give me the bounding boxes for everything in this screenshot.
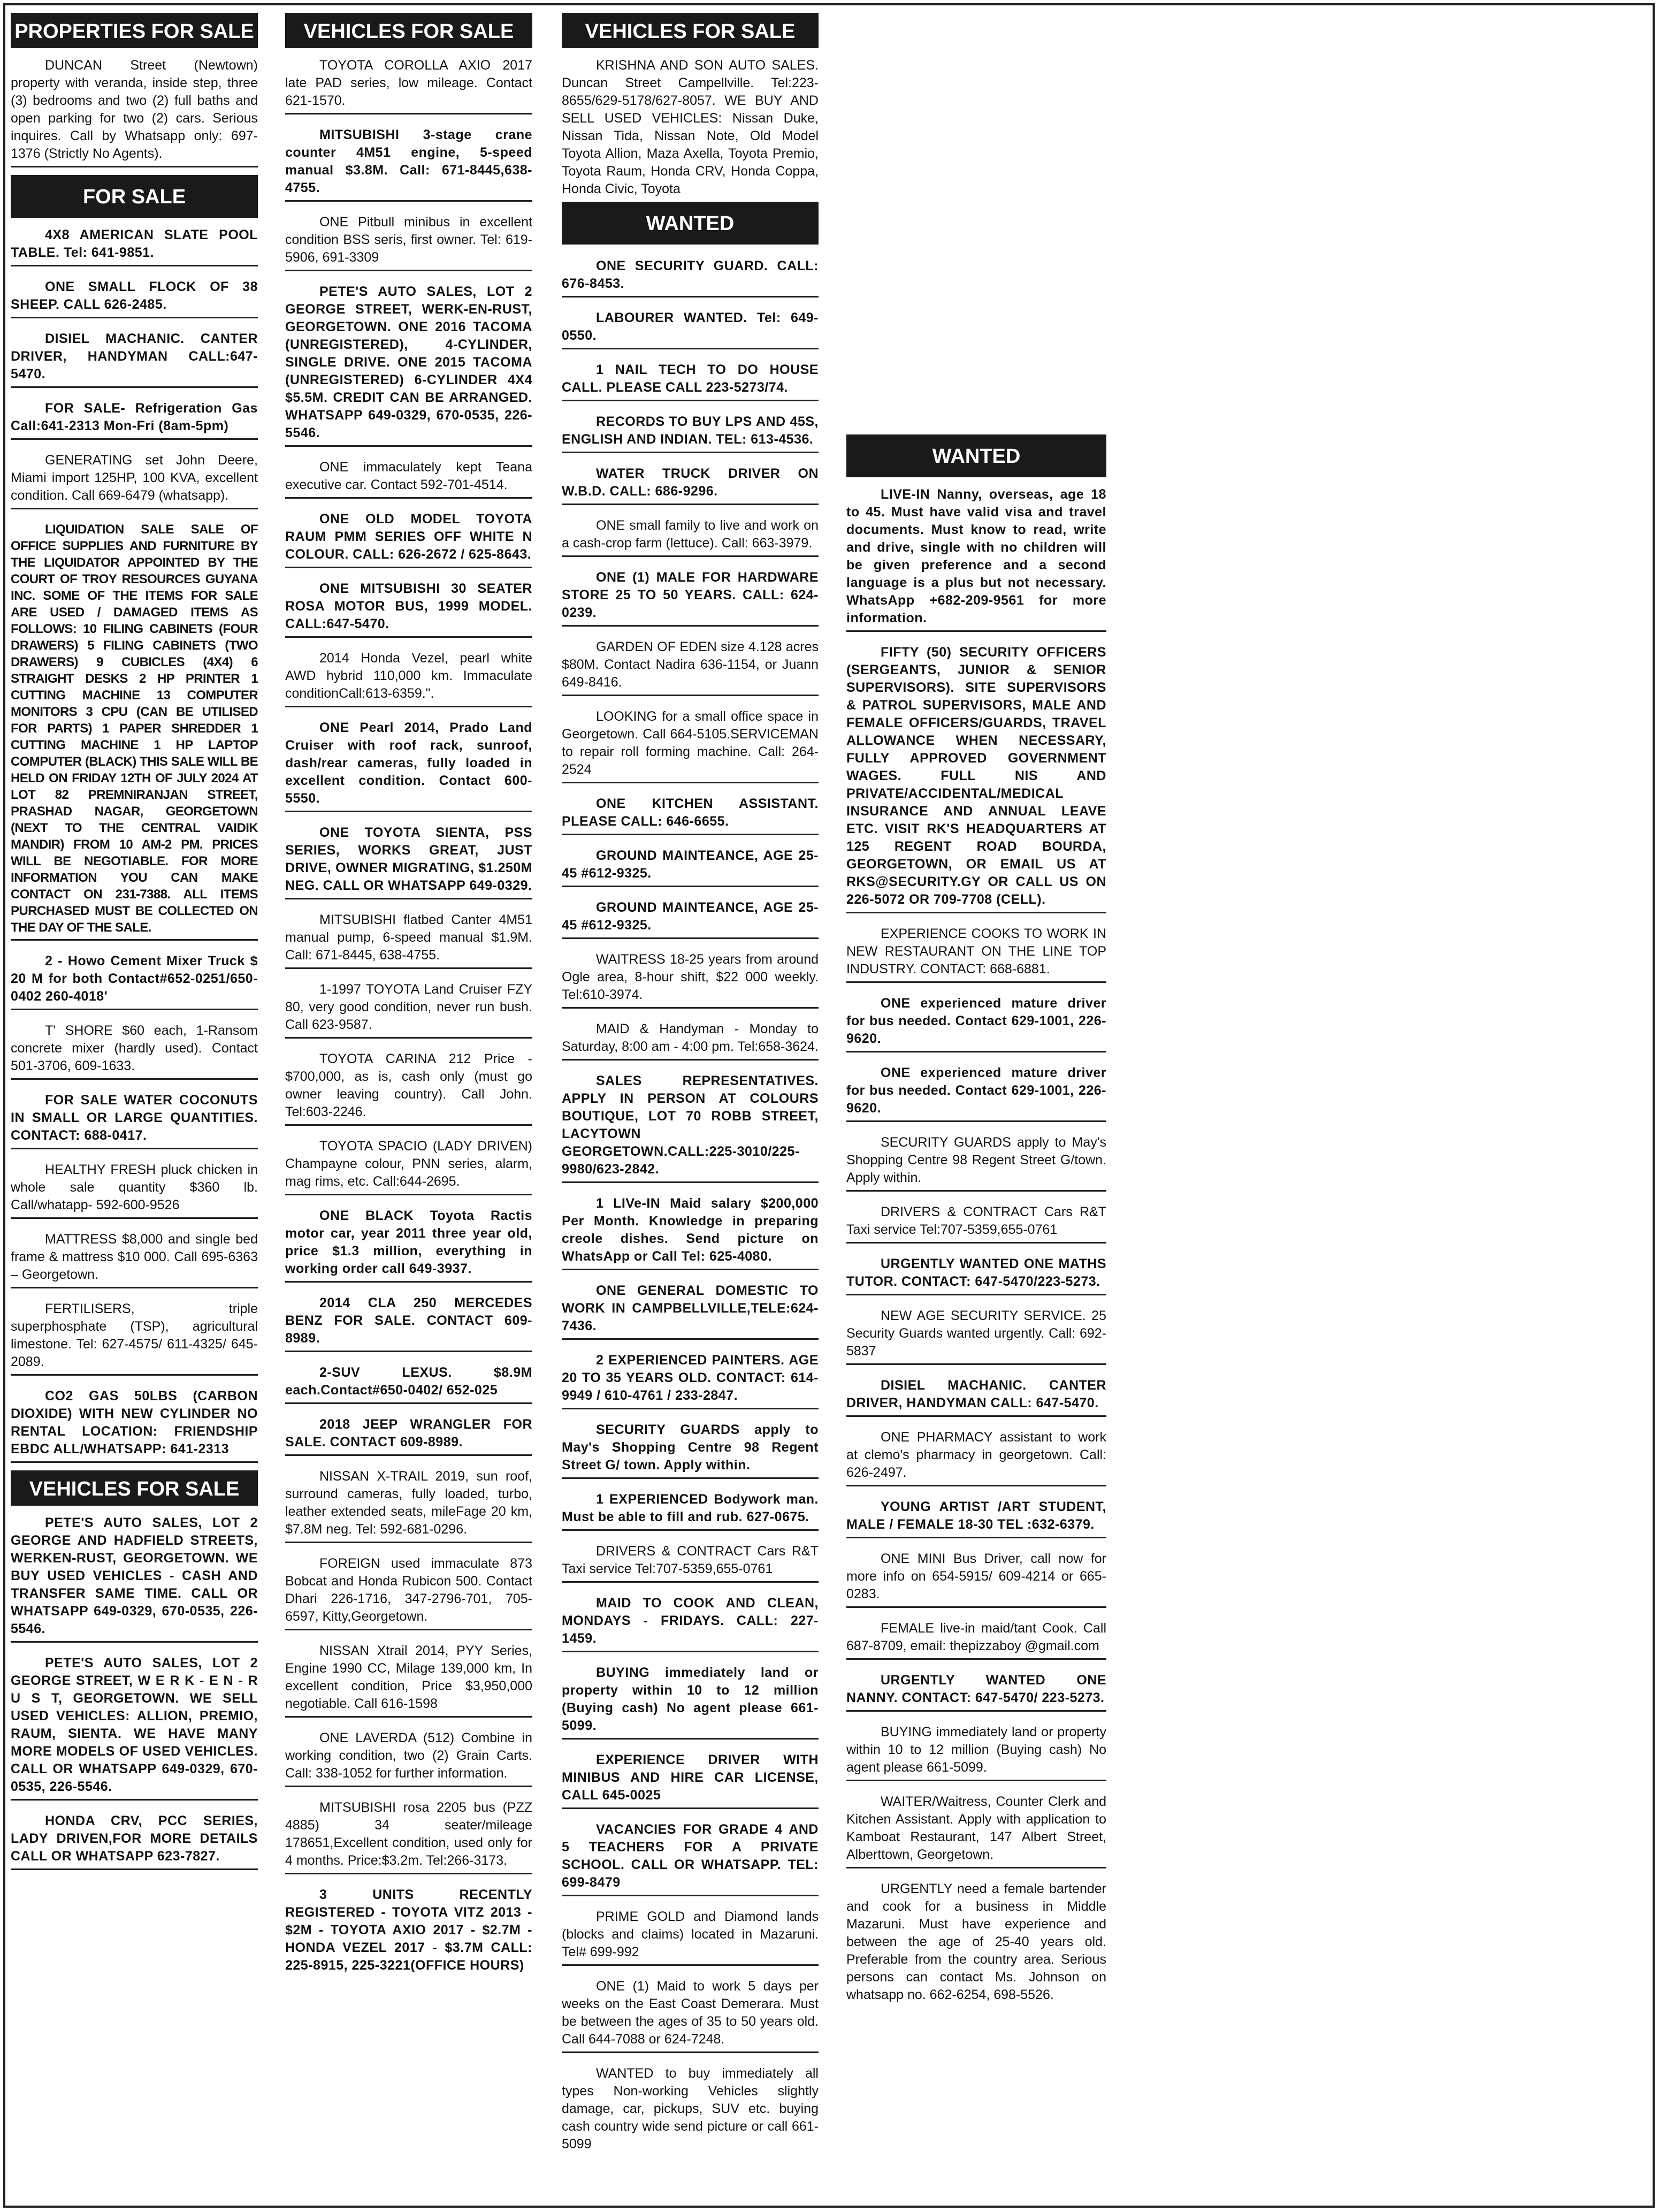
classified-ad: FIFTY (50) SECURITY OFFICERS (SERGEANTS, JUNIOR & SENIOR SUPERVISORS). SITE SUPERVISORS & PATROL SUPERVISORS, MALE AND FEMALE OFFICERS/GUARDS, TRAVEL ALLOWANCE WHEN NECESSARY, FULLY APPROVED GOVERNMENT WAGES. FULL NIS AND PRIVATE/ACCIDENTAL/MEDICAL INSURANCE AND ANNUAL LEAVE ETC. VISIT RK'S HEADQUARTERS AT 125 REGENT ROAD BOURDA, GEORGETOWN, OR EMAIL US AT RKS@SECURITY.GY OR CALL US ON 226-5072 OR 709-7708 (CELL). [846,639,1106,913]
section-header-vehicles-for-sale: VEHICLES FOR SALE [562,13,819,48]
classified-ad: 1 EXPERIENCED Bodywork man. Must be able to fill and rub. 627-0675. [562,1486,819,1531]
classified-ad: URGENTLY WANTED ONE NANNY. CONTACT: 647-5470/ 223-5273. [846,1667,1106,1712]
classified-ad: HONDA CRV, PCC SERIES, LADY DRIVEN,FOR MORE DETAILS CALL OR WHATSAPP 623-7827. [11,1808,258,1870]
classified-ad: WANTED to buy immediately all types Non-working Vehicles slightly damage, car, pickups, SUV etc. buying cash country wide send picture or call 661-5099 [562,2066,819,2152]
classified-ad: MITSUBISHI 3-stage crane counter 4M51 engine, 5-speed manual $3.8M. Call: 671-8445,638-4755. [285,122,532,202]
classified-ad: MITSUBISHI flatbed Canter 4M51 manual pump, 6-speed manual $1.9M. Call: 671-8445, 638-4755. [285,907,532,969]
classified-ad: ONE Pearl 2014, Prado Land Cruiser with roof rack, sunroof, dash/rear cameras, fully loaded in excellent condition. Contact 600-5550. [285,715,532,812]
classified-ad: ONE SECURITY GUARD. CALL: 676-8453. [562,253,819,298]
classified-ad: MATTRESS $8,000 and single bed frame & mattress $10 000. Call 695-6363 – Georgetown. [11,1226,258,1288]
classified-ad: MITSUBISHI rosa 2205 bus (PZZ 4885) 34 seater/mileage 178651,Excellent condition, used only for 4 months. Price:$3.2m. Tel:266-3173. [285,1795,532,1874]
classified-ad: ONE (1) Maid to work 5 days per weeks on the East Coast Demerara. Must be between the ages of 35 to 50 years old. Call 644-7088 or 624-7248. [562,1973,819,2053]
classified-ad: WAITRESS 18-25 years from around Ogle area, 8-hour shift, $22 000 weekly. Tel:610-3974. [562,947,819,1009]
classified-ad: ONE SMALL FLOCK OF 38 SHEEP. CALL 626-2485. [11,274,258,318]
classified-ad: 1 LIVe-IN Maid salary $200,000 Per Month. Knowledge in preparing creole dishes. Send picture on WhatsApp or Call Tel: 625-4080. [562,1191,819,1270]
classified-ad: NISSAN Xtrail 2014, PYY Series, Engine 1990 CC, Milage 139,000 km, In excellent condition, Price $3,950,000 negotiable. Call 616-1598 [285,1638,532,1718]
classified-ad: DUNCAN Street (Newtown) property with veranda, inside step, three (3) bedrooms and two (2) full baths and open parking for two (2) cars. Serious inquires. Call by Whatsapp only: 697-1376 (Strictly No Agents). [11,52,258,167]
classified-ad: SECURITY GUARDS apply to May's Shopping Centre 98 Regent Street G/town. Apply within. [846,1130,1106,1192]
classified-ad: PETE'S AUTO SALES, LOT 2 GEORGE STREET, WERK-EN-RUST, GEORGETOWN. ONE 2016 TACOMA (UNREGISTERED), 4-CYLINDER, SINGLE DRIVE. ONE 2015 TACOMA (UNREGISTERED) 6-CYLINDER 4X4 $5.5M. CREDIT CAN BE ARRANGED. WHATSAPP 649-0329, 670-0535, 226-5546. [285,279,532,447]
classified-ad: EXPERIENCE COOKS TO WORK IN NEW RESTAURANT ON THE LINE TOP INDUSTRY. CONTACT: 668-6881. [846,921,1106,983]
classified-ad: FOR SALE WATER COCONUTS IN SMALL OR LARGE QUANTITIES. CONTACT: 688-0417. [11,1087,258,1149]
classified-ad: LIQUIDATION SALE SALE OF OFFICE SUPPLIES AND FURNITURE BY THE LIQUIDATOR APPOINTED BY THE COURT OF TROY RESOURCES GUYANA INC. SOME OF THE ITEMS FOR SALE ARE USED / DAMAGED ITEMS AS FOLLOWS: 10 FILING CABINETS (FOUR DRAWERS) 5 FILING CABINETS (TWO DRAWERS) 9 CUBICLES (4X4) 6 STRAIGHT DESKS 2 HP PRINTER 1 CUTTING MACHINE 13 COMPUTER MONITORS 3 CPU (CAN BE UTILISED FOR PARTS) 1 PAPER SHREDDER 1 CUTTING MACHINE 1 HP LAPTOP COMPUTER (BLACK) THIS SALE WILL BE HELD ON FRIDAY 12TH OF JULY 2024 AT LOT 82 PREMNIRANJAN STREET, PRASHAD NAGAR, GEORGETOWN (NEXT TO THE CENTRAL VAIDIK MANDIR) FROM 10 AM-2 PM. PRICES WILL BE NEGOTIABLE. FOR MORE INFORMATION YOU CAN MAKE CONTACT ON 231-7388. ALL ITEMS PURCHASED MUST BE COLLECTED ON THE DAY OF THE SALE. [11,517,258,941]
classified-ad: VACANCIES FOR GRADE 4 AND 5 TEACHERS FOR A PRIVATE SCHOOL. CALL OR WHATSAPP. TEL: 699-8479 [562,1817,819,1896]
classified-ad: PETE'S AUTO SALES, LOT 2 GEORGE STREET, W E R K - E N - R U S T, GEORGETOWN. WE SELL USED VEHICLES: ALLION, PREMIO, RAUM, SIENTA. WE HAVE MANY MORE MODELS OF USED VEHICLES. CALL OR WHATSAPP 649-0329, 670-0535, 226-5546. [11,1650,258,1801]
column-wanted [846,434,1106,2200]
classified-ad: 4X8 AMERICAN SLATE POOL TABLE. Tel: 641-9851. [11,222,258,266]
classified-ad: LABOURER WANTED. Tel: 649-0550. [562,305,819,349]
classified-ad: ONE GENERAL DOMESTIC TO WORK IN CAMPBELLVILLE,TELE:624-7436. [562,1278,819,1340]
classified-ad: ONE TOYOTA SIENTA, PSS SERIES, WORKS GREAT, JUST DRIVE, OWNER MIGRATING, $1.250M NEG. CALL OR WHATSAPP 649-0329. [285,820,532,899]
classified-ad: 1-1997 TOYOTA Land Cruiser FZY 80, very good condition, never run bush. Call 623-9587. [285,977,532,1039]
classified-ad: 2014 Honda Vezel, pearl white AWD hybrid 110,000 km. Immaculate conditionCall:613-6359.". [285,645,532,707]
classified-ad: ONE experienced mature driver for bus needed. Contact 629-1001, 226-9620. [846,1060,1106,1122]
classified-ad: LOOKING for a small office space in Georgetown. Call 664-5105.SERVICEMAN to repair roll forming machine. Call: 264-2524 [562,704,819,783]
classified-ad: 2018 JEEP WRANGLER FOR SALE. CONTACT 609-8989. [285,1412,532,1456]
classified-ad: 2-SUV LEXUS. $8.9M each.Contact#650-0402/ 652-025 [285,1360,532,1404]
classified-ad: DRIVERS & CONTRACT Cars R&T Taxi service Tel:707-5359,655-0761 [846,1199,1106,1244]
classified-ad: NISSAN X-TRAIL 2019, sun roof, surround cameras, fully loaded, turbo, leather extended seats, mileFage 20 km, $7.8M neg. Tel: 592-681-0296. [285,1463,532,1543]
classified-ad: ONE LAVERDA (512) Combine in working condition, two (2) Grain Carts. Call: 338-1052 for further information. [285,1725,532,1787]
classified-ad: WAITER/Waitress, Counter Clerk and Kitchen Assistant. Apply with application to Kamboat Restaurant, 147 Albert Street, Alberttown, Georgetown. [846,1789,1106,1868]
classified-ad: FERTILISERS, triple superphosphate (TSP), agricultural limestone. Tel: 627-4575/ 611-4325/ 645-2089. [11,1296,258,1376]
section-header-vehicles-for-sale: VEHICLES FOR SALE [285,13,532,48]
classified-ad: YOUNG ARTIST /ART STUDENT, MALE / FEMALE 18-30 TEL :632-6379. [846,1494,1106,1538]
section-header-vehicles-for-sale: VEHICLES FOR SALE [11,1470,258,1506]
classified-ad: T' SHORE $60 each, 1-Ransom concrete mixer (hardly used). Contact 501-3706, 609-1633. [11,1018,258,1080]
classified-ad: SECURITY GUARDS apply to May's Shopping Centre 98 Regent Street G/ town. Apply within. [562,1417,819,1479]
classified-ad: ONE (1) MALE FOR HARDWARE STORE 25 TO 50 YEARS. CALL: 624-0239. [562,565,819,627]
classified-ad: DISIEL MACHANIC. CANTER DRIVER, HANDYMAN CALL:647-5470. [11,326,258,388]
classified-ad: ONE immaculately kept Teana executive car. Contact 592-701-4514. [285,454,532,499]
classified-ad: GROUND MAINTEANCE, AGE 25-45 #612-9325. [562,843,819,887]
classified-ad: ONE BLACK Toyota Ractis motor car, year 2011 three year old, price $1.3 million, everything in working order call 649-3937. [285,1203,532,1283]
column-vehicles-and-wanted [562,13,819,2201]
classified-ad: TOYOTA CARINA 212 Price - $700,000, as is, cash only (must go owner leaving country). Call John. Tel:603-2246. [285,1046,532,1126]
classified-ad: TOYOTA COROLLA AXIO 2017 late PAD series, low mileage. Contact 621-1570. [285,52,532,115]
classifieds-page [3,3,1655,2208]
classified-ad: ONE experienced mature driver for bus needed. Contact 629-1001, 226-9620. [846,990,1106,1052]
classified-ad: 2 EXPERIENCED PAINTERS. AGE 20 TO 35 YEARS OLD. CONTACT: 614-9949 / 610-4761 / 233-2847. [562,1347,819,1409]
classified-ad: GENERATING set John Deere, Miami import 125HP, 100 KVA, excellent condition. Call 669-6479 (whatsapp). [11,447,258,509]
classified-ad: SALES REPRESENTATIVES. APPLY IN PERSON AT COLOURS BOUTIQUE, LOT 70 ROBB STREET, LACYTOWN GEORGETOWN.CALL:225-3010/225-9980/623-2842. [562,1068,819,1183]
section-header-wanted: WANTED [562,202,819,245]
classified-ad: FOR SALE- Refrigeration Gas Call:641-2313 Mon-Fri (8am-5pm) [11,395,258,440]
classified-ad: ONE small family to live and work on a cash-crop farm (lettuce). Call: 663-3979. [562,513,819,557]
classified-ad: 1 NAIL TECH TO DO HOUSE CALL. PLEASE CALL 223-5273/74. [562,357,819,401]
classified-ad: GARDEN OF EDEN size 4.128 acres $80M. Contact Nadira 636-1154, or Juann 649-8416. [562,634,819,696]
classified-ad: FEMALE live-in maid/tant Cook. Call 687-8709, email: thepizzaboy @gmail.com [846,1615,1106,1660]
classified-ad: DISIEL MACHANIC. CANTER DRIVER, HANDYMAN CALL: 647-5470. [846,1372,1106,1417]
column-vehicles-for-sale [285,13,532,2201]
classified-ad: ONE Pitbull minibus in excellent condition BSS seris, first owner. Tel: 619-5906, 691-3309 [285,209,532,271]
classified-ad: BUYING immediately land or property within 10 to 12 million (Buying cash) No agent please 661-5099. [562,1660,819,1740]
classified-ad: ONE KITCHEN ASSISTANT. PLEASE CALL: 646-6655. [562,791,819,835]
classified-ad: MAID & Handyman - Monday to Saturday, 8:00 am - 4:00 pm. Tel:658-3624. [562,1016,819,1061]
classified-ad: 2 - Howo Cement Mixer Truck $ 20 M for both Contact#652-0251/650-0402 260-4018' [11,948,258,1010]
classified-ad: URGENTLY need a female bartender and cook for a business in Middle Mazaruni. Must have experience and between the age of 25-40 years old. Preferable from the country area. Serious persons can contact Ms. Johnson on whatsapp no. 662-6254, 698-5526. [846,1881,1106,2002]
classified-ad: URGENTLY WANTED ONE MATHS TUTOR. CONTACT: 647-5470/223-5273. [846,1251,1106,1295]
classified-ad: GROUND MAINTEANCE, AGE 25-45 #612-9325. [562,895,819,939]
classified-ad: TOYOTA SPACIO (LADY DRIVEN) Champayne colour, PNN series, alarm, mag rims, etc. Call:644-2695. [285,1133,532,1195]
classified-ad: RECORDS TO BUY LPS AND 45S, ENGLISH AND INDIAN. TEL: 613-4536. [562,409,819,453]
classified-ad: NEW AGE SECURITY SERVICE. 25 Security Guards wanted urgently. Call: 692-5837 [846,1303,1106,1365]
classified-ad: KRISHNA AND SON AUTO SALES. Duncan Street Campellville. Tel:223-8655/629-5178/627-8057. WE BUY AND SELL USED VEHICLES: Nissan Duke, Nissan Tida, Nissan Note, Old Model Toyota Allion, Maza Axella, Toyota Premio, Toyota Raum, Honda CRV, Honda Coppa, Honda Civic, Toyota [562,58,819,196]
classified-ad: LIVE-IN Nanny, overseas, age 18 to 45. Must have valid visa and travel documents. Must know to read, write and drive, single with no children will be given preference and a second language is a plus but not necessary. WhatsApp +682-209-9561 for more information. [846,482,1106,632]
section-header-properties-for-sale: PROPERTIES FOR SALE [11,13,258,48]
column-properties-for-sale [11,13,258,2201]
classified-ad: ONE PHARMACY assistant to work at clemo's pharmacy in georgetown. Call: 626-2497. [846,1424,1106,1486]
classified-ad: WATER TRUCK DRIVER ON W.B.D. CALL: 686-9296. [562,461,819,505]
classified-ad: PETE'S AUTO SALES, LOT 2 GEORGE AND HADFIELD STREETS, WERKEN-RUST, GEORGETOWN. WE BUY USED VEHICLES - CASH AND TRANSFER SAME TIME. CALL OR WHATSAPP 649-0329, 670-0535, 226-5546. [11,1510,258,1643]
classified-ad: ONE MITSUBISHI 30 SEATER ROSA MOTOR BUS, 1999 MODEL. CALL:647-5470. [285,576,532,638]
classified-ad: ONE MINI Bus Driver, call now for more info on 654-5915/ 609-4214 or 665-0283. [846,1546,1106,1608]
classified-ad: HEALTHY FRESH pluck chicken in whole sale quantity $360 lb. Call/whatapp- 592-600-9526 [11,1157,258,1219]
classified-ad: MAID TO COOK AND CLEAN, MONDAYS - FRIDAYS. CALL: 227-1459. [562,1590,819,1652]
section-header-for-sale: FOR SALE [11,175,258,218]
classified-ad: 2014 CLA 250 MERCEDES BENZ FOR SALE. CONTACT 609-8989. [285,1290,532,1352]
classified-ad: DRIVERS & CONTRACT Cars R&T Taxi service Tel:707-5359,655-0761 [562,1538,819,1583]
classified-ad: FOREIGN used immaculate 873 Bobcat and Honda Rubicon 500. Contact Dhari 226-1716, 347-2796-701, 705-6597, Kitty,Georgetown. [285,1551,532,1630]
classified-ad: ONE OLD MODEL TOYOTA RAUM PMM SERIES OFF WHITE N COLOUR. CALL: 626-2672 / 625-8643. [285,506,532,568]
classified-ad: EXPERIENCE DRIVER WITH MINIBUS AND HIRE CAR LICENSE, CALL 645-0025 [562,1747,819,1809]
section-header-wanted: WANTED [846,434,1106,477]
classified-ad: PRIME GOLD and Diamond lands (blocks and claims) located in Mazaruni. Tel# 699-992 [562,1904,819,1966]
classified-ad: BUYING immediately land or property within 10 to 12 million (Buying cash) No agent please 661-5099. [846,1719,1106,1781]
classified-ad: 3 UNITS RECENTLY REGISTERED - TOYOTA VITZ 2013 - $2M - TOYOTA AXIO 2017 - $2.7M - HONDA VEZEL 2017 - $3.7M CALL: 225-8915, 225-3221(OFFICE HOURS) [285,1887,532,1973]
classified-ad: CO2 GAS 50LBS (CARBON DIOXIDE) WITH NEW CYLINDER NO RENTAL LOCATION: FRIENDSHIP EBDC ALL/WHATSAPP: 641-2313 [11,1383,258,1463]
